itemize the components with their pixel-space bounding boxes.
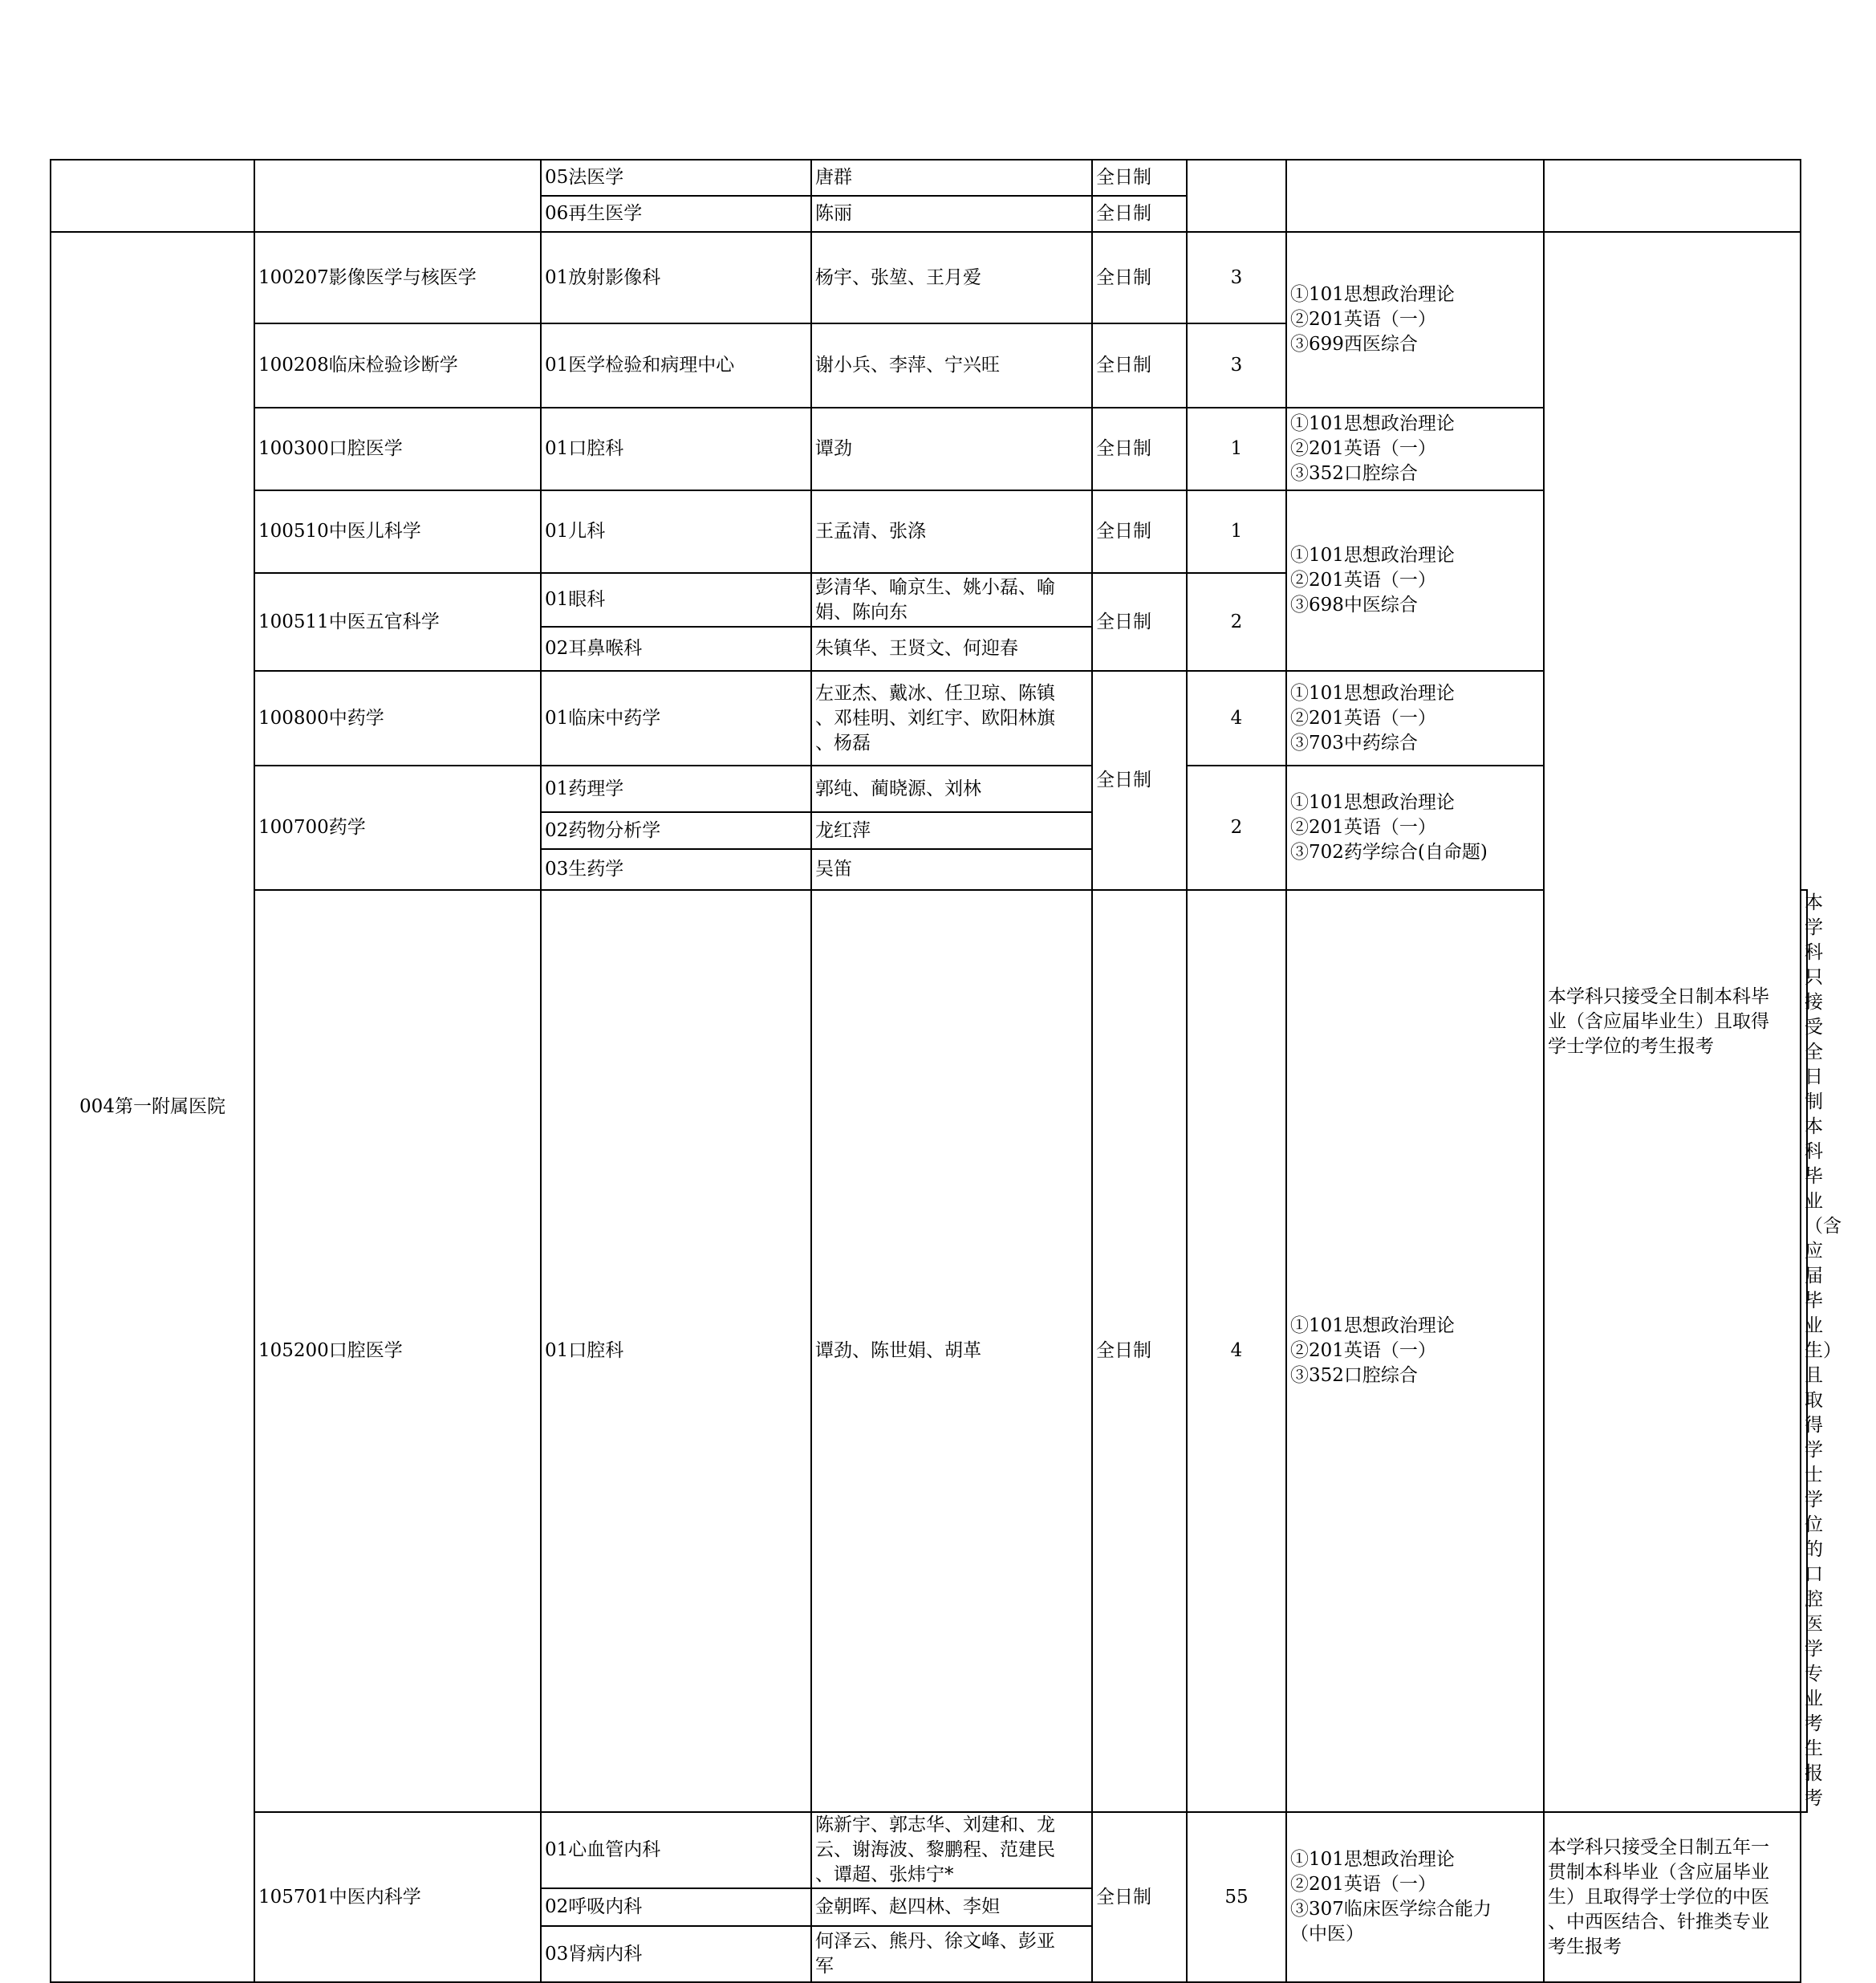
exam-subjects-cell: ①101思想政治理论 ②201英语（一） ③352口腔综合	[1286, 408, 1544, 490]
study-mode-cell: 全日制	[1092, 890, 1187, 1812]
major-cell: 105701中医内科学	[254, 1812, 541, 1982]
unit-cell-empty	[51, 160, 254, 232]
enrollment-table	[50, 159, 1841, 1983]
direction-cell: 01心血管内科	[541, 1812, 811, 1888]
unit-cell: 004第一附属医院	[51, 232, 254, 1982]
quota-cell: 3	[1187, 323, 1286, 408]
advisor-cell: 陈新宇、郭志华、刘建和、龙 云、谢海波、黎鹏程、范建民 、谭超、张炜宁*	[811, 1812, 1092, 1888]
direction-cell: 01临床中药学	[541, 671, 811, 766]
major-cell: 100800中药学	[254, 671, 541, 766]
study-mode-cell: 全日制	[1092, 323, 1187, 408]
advisor-cell: 金朝晖、赵四林、李妲	[811, 1888, 1092, 1926]
exam-subjects-cell: ①101思想政治理论 ②201英语（一） ③699西医综合	[1286, 232, 1544, 408]
major-cell: 100511中医五官科学	[254, 573, 541, 671]
direction-cell: 01医学检验和病理中心	[541, 323, 811, 408]
advisor-cell: 龙红萍	[811, 812, 1092, 849]
study-mode-cell: 全日制	[1092, 408, 1187, 490]
quota-cell: 4	[1187, 890, 1286, 1812]
study-mode-cell: 全日制	[1092, 232, 1187, 323]
direction-cell: 01眼科	[541, 573, 811, 627]
quota-cell: 3	[1187, 232, 1286, 323]
advisor-cell: 谭劲、陈世娟、胡革	[811, 890, 1092, 1812]
major-cell: 100700药学	[254, 766, 541, 890]
major-cell-empty	[254, 160, 541, 232]
exam-subjects-cell: ①101思想政治理论 ②201英语（一） ③307临床医学综合能力 （中医）	[1286, 1812, 1544, 1982]
study-mode-cell: 全日制	[1092, 671, 1187, 890]
exam-subjects-cell: ①101思想政治理论 ②201英语（一） ③702药学综合(自命题)	[1286, 766, 1544, 890]
advisor-cell: 郭纯、蔺晓源、刘林	[811, 766, 1092, 812]
note-cell-empty	[1544, 160, 1801, 232]
exam-subjects-cell: ①101思想政治理论 ②201英语（一） ③703中药综合	[1286, 671, 1544, 766]
advisor-cell: 何泽云、熊丹、徐文峰、彭亚 军	[811, 1926, 1092, 1982]
remark-cell: 本学科只接受全日制本科毕 业（含应届毕业生）且取得 学士学位的考生报考	[1544, 232, 1801, 1812]
study-mode-cell: 全日制	[1092, 490, 1187, 573]
exam-cell-empty	[1286, 160, 1544, 232]
advisor-cell: 左亚杰、戴冰、任卫琼、陈镇 、邓桂明、刘红宇、欧阳林旗 、杨磊	[811, 671, 1092, 766]
quota-cell: 2	[1187, 573, 1286, 671]
advisor-cell: 王孟清、张涤	[811, 490, 1092, 573]
advisor-cell: 朱镇华、王贤文、何迎春	[811, 627, 1092, 671]
major-cell: 100208临床检验诊断学	[254, 323, 541, 408]
direction-cell: 02药物分析学	[541, 812, 811, 849]
major-cell: 100510中医儿科学	[254, 490, 541, 573]
advisor-cell: 杨宇、张堃、王月爱	[811, 232, 1092, 323]
advisor-cell: 谢小兵、李萍、宁兴旺	[811, 323, 1092, 408]
advisor-cell: 陈丽	[811, 196, 1092, 232]
direction-cell: 01药理学	[541, 766, 811, 812]
direction-cell: 01口腔科	[541, 890, 811, 1812]
study-mode-cell: 全日制	[1092, 196, 1187, 232]
direction-cell: 01口腔科	[541, 408, 811, 490]
quota-cell: 4	[1187, 671, 1286, 766]
advisor-cell: 唐群	[811, 160, 1092, 196]
quota-cell: 1	[1187, 408, 1286, 490]
advisor-cell: 谭劲	[811, 408, 1092, 490]
direction-cell: 05法医学	[541, 160, 811, 196]
quota-cell-empty	[1187, 160, 1286, 232]
study-mode-cell: 全日制	[1092, 1812, 1187, 1982]
study-mode-cell: 全日制	[1092, 160, 1187, 196]
direction-cell: 06再生医学	[541, 196, 811, 232]
remark-cell: 本学科只接受全日制五年一 贯制本科毕业（含应届毕业 生）且取得学士学位的中医 、中西医结合、针推类专业 考生报考	[1544, 1812, 1801, 1982]
quota-cell: 2	[1187, 766, 1286, 890]
direction-cell: 03生药学	[541, 849, 811, 890]
major-cell: 105200口腔医学	[254, 890, 541, 1812]
direction-cell: 01放射影像科	[541, 232, 811, 323]
direction-cell: 02呼吸内科	[541, 1888, 811, 1926]
major-cell: 100207影像医学与核医学	[254, 232, 541, 323]
direction-cell: 02耳鼻喉科	[541, 627, 811, 671]
exam-subjects-cell: ①101思想政治理论 ②201英语（一） ③698中医综合	[1286, 490, 1544, 671]
advisor-cell: 彭清华、喻京生、姚小磊、喻 娟、陈向东	[811, 573, 1092, 627]
direction-cell: 03肾病内科	[541, 1926, 811, 1982]
quota-cell: 55	[1187, 1812, 1286, 1982]
exam-subjects-cell: ①101思想政治理论 ②201英语（一） ③352口腔综合	[1286, 890, 1544, 1812]
major-cell: 100300口腔医学	[254, 408, 541, 490]
quota-cell: 1	[1187, 490, 1286, 573]
study-mode-cell: 全日制	[1092, 573, 1187, 671]
advisor-cell: 吴笛	[811, 849, 1092, 890]
remark-cell: 本学科只接受全日制本科毕 业（含应届毕业生）且取得 学士学位的口腔医学专业考 生报考	[1801, 890, 1807, 1812]
direction-cell: 01儿科	[541, 490, 811, 573]
